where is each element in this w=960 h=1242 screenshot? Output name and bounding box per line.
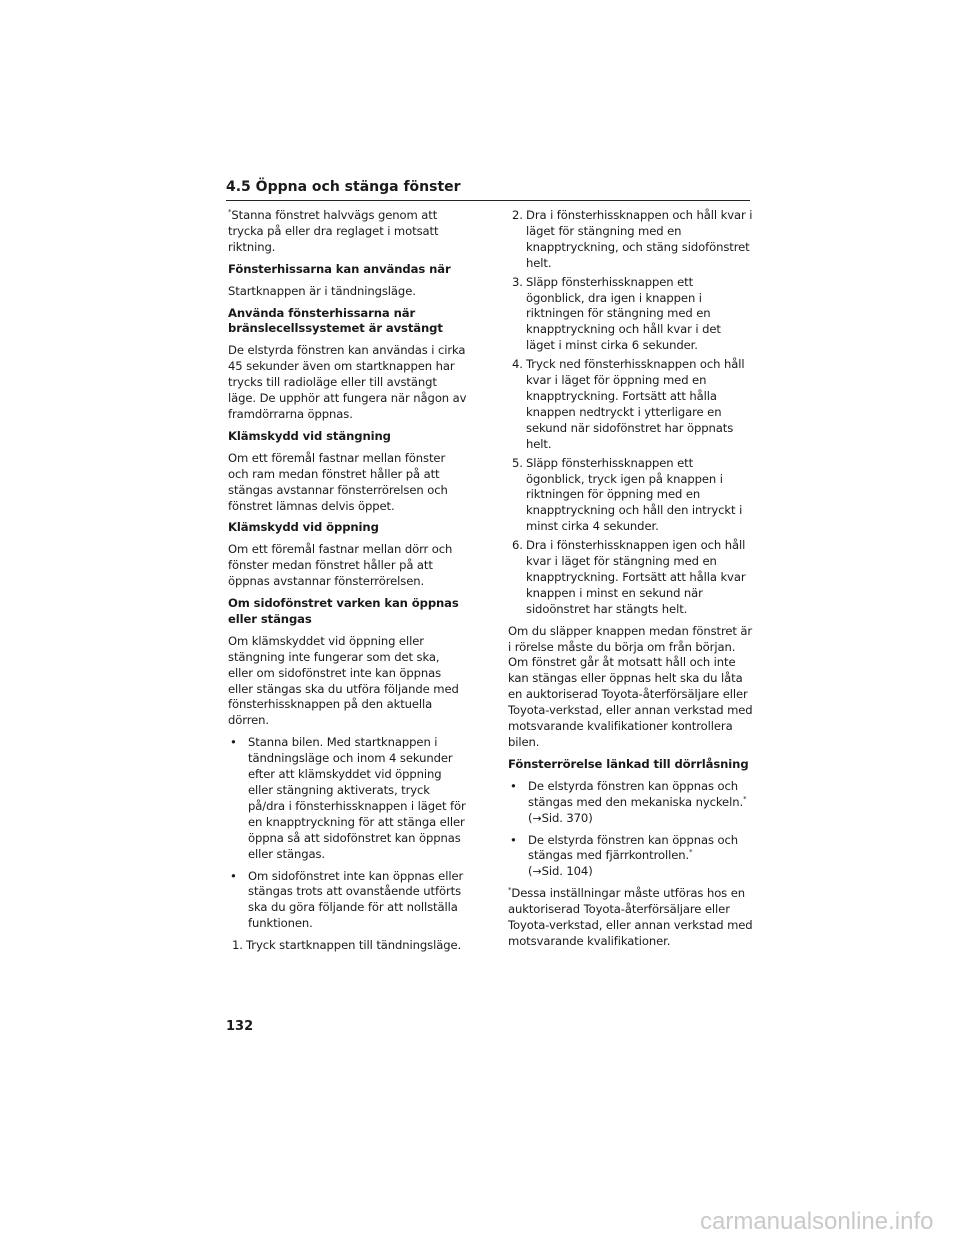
text-release-warning: Om du släpper knappen medan fönstret är i rörelse måste du börja om från början. Om fönstret går åt motsatt håll och inte kan stängas eller öppnas helt ska du låta en auktoriserad Toyota-återförsäljare eller Toyota-verkstad, eller annan verkstad med motsvarande kvalifikationer kontrollera bilen. <box>508 623 753 749</box>
footnote-marker: * <box>743 794 747 803</box>
step-number: 5. <box>512 455 523 470</box>
heading-door-lock-link: Fönsterrörelse länkad till dörrlåsning <box>508 756 749 771</box>
heading-pinch-opening: Klämskydd vid öppning <box>228 520 379 535</box>
step-item <box>508 456 753 536</box>
section-title: 4.5 Öppna och stänga fönster <box>226 179 461 195</box>
footnote-text: Dessa inställningar måste utföras hos en auktoriserad Toyota-återförsäljare eller Toyota-verkstad, eller annan verkstad med motsvarande kvalifikationer. <box>508 886 753 948</box>
arrow-icon: → <box>532 811 542 825</box>
bullet-text: De elstyrda fönstren kan öppnas och stängas med den mekaniska nyckeln. <box>528 778 744 809</box>
footnote-marker: * <box>689 848 693 857</box>
step-text: Tryck ned fönsterhissknappen och håll kvar i läget för öppning med en knapptryckning. Fortsätt att hålla knappen nedtryckt i ytterligare en sekund när sidofönstret har öppnats helt. <box>526 357 745 451</box>
step-number: 1. <box>232 938 243 953</box>
heading-window-stuck: Om sidofönstret varken kan öppnas eller stängas <box>228 596 459 626</box>
step-number: 2. <box>512 208 523 222</box>
arrow-icon: → <box>532 865 542 879</box>
section-header <box>226 178 750 201</box>
text-usage: Startknappen är i tändningsläge. <box>228 283 416 298</box>
step-item <box>508 275 753 355</box>
text-pinch-opening: Om ett föremål fastnar mellan dörr och fönster medan fönstret håller på att öppnas avstannar fönsterrörelsen. <box>228 542 453 589</box>
step-item <box>508 357 753 452</box>
step-item <box>508 538 753 618</box>
bullet-list-lock <box>508 779 753 880</box>
step-number: 6. <box>512 538 523 553</box>
list-item: • Stanna bilen. Med startknappen i tändningsläge och inom 4 sekunder efter att klämskyddet vid öppning eller stängning aktiverats, tryck på/dra i fönsterhissknappen i läget för en knapptryckning för att stänga eller öppna så att sidofönstret kan öppnas eller stängas. <box>228 735 468 862</box>
list-item: • Om sidofönstret inte kan öppnas eller stängas trots att ovanstående utförts ska du göra följande för att nollställa funktionen. <box>228 869 468 933</box>
step-number: 3. <box>512 274 523 289</box>
right-column <box>508 208 753 956</box>
bullet-list-reset <box>228 735 468 932</box>
footnote-marker: * <box>508 886 512 895</box>
step-text: Dra i fönsterhissknappen och håll kvar i läget för stängning med en knapptryckning, och stäng sidofönstret helt. <box>526 208 753 270</box>
bullet-text: De elstyrda fönstren kan öppnas och stängas med fjärrkontrollen. <box>528 832 738 863</box>
watermark: carmanualsonline.info <box>700 1208 934 1235</box>
text-pinch-closing: Om ett föremål fastnar mellan fönster och ram medan fönstret håller på att stängas avstannar fönsterrörelsen och fönstret lämnas delvis öppet. <box>228 450 448 513</box>
step-number: 4. <box>512 357 523 372</box>
step-text: Släpp fönsterhissknappen ett ögonblick, tryck igen på knappen i riktningen för öppning med en knapptryckning och håll den intryckt i minst cirka 4 sekunder. <box>526 455 743 534</box>
step-text: Släpp fönsterhissknappen ett ögonblick, dra igen i knappen i riktningen för stängning med en knapptryckning och håll kvar i det läget i minst cirka 6 sekunder. <box>526 274 721 353</box>
page-reference: Sid. 104) <box>541 864 593 879</box>
list-item <box>508 833 753 881</box>
heading-usage: Fönsterhissarna kan användas när <box>228 261 451 276</box>
step-list-left <box>228 938 468 954</box>
footnote-intro <box>228 208 468 256</box>
left-column <box>228 208 468 960</box>
step-item <box>508 208 753 272</box>
step-text: Dra i fönsterhissknappen igen och håll kvar i läget för stängning med en knapptryckning. Fortsätt att hålla kvar knappen i minst en sekund när sidoönstret har stängts helt. <box>526 538 746 616</box>
step-item <box>228 938 468 954</box>
text-fuel-cell-off: De elstyrda fönstren kan användas i cirka 45 sekunder även om startknappen har trycks till radioläge eller till avstängt läge. De upphör att fungera när någon av framdörrarna öppnas. <box>228 343 467 421</box>
page-reference: Sid. 370) <box>541 810 593 825</box>
footnote-intro-text: Stanna fönstret halvvägs genom att trycka på eller dra reglaget i motsatt riktning. <box>228 208 439 254</box>
ref-open: ( <box>528 864 533 879</box>
footnote-marker: * <box>228 208 232 217</box>
ref-open: ( <box>528 810 533 825</box>
text-window-stuck: Om klämskyddet vid öppning eller stängning inte fungerar som det ska, eller om sidofönstret inte kan öppnas eller stängas ska du utföra följande med fönsterhissknappen på den aktuella dörren. <box>228 633 459 728</box>
step-list-right <box>508 208 753 618</box>
step-text: Tryck startknappen till tändningsläge. <box>246 938 462 953</box>
heading-fuel-cell-off: Använda fönsterhissarna när bränslecellssystemet är avstängt <box>228 305 443 336</box>
list-item <box>508 779 753 827</box>
heading-pinch-closing: Klämskydd vid stängning <box>228 428 391 443</box>
footnote <box>508 886 753 950</box>
page-number: 132 <box>226 1019 254 1034</box>
